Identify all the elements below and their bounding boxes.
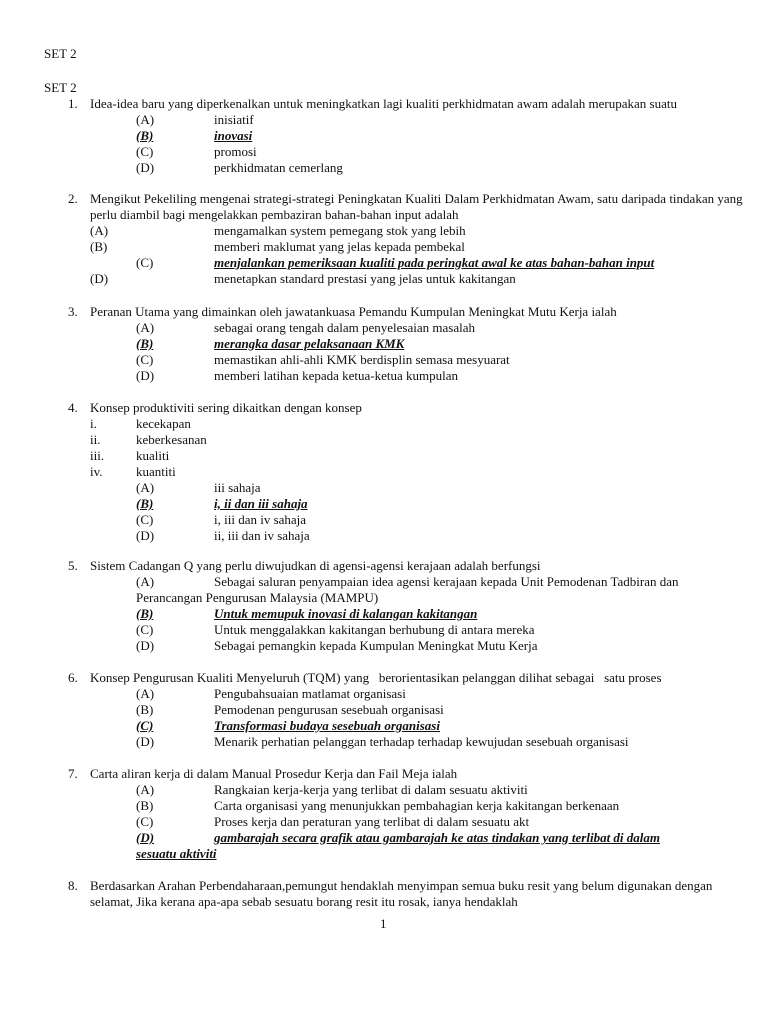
question-7 — [68, 766, 768, 862]
option-text: perkhidmatan cemerlang — [214, 160, 343, 175]
option-label: (D) — [136, 830, 155, 845]
option-label: (B) — [136, 336, 154, 351]
question-text: Mengikut Pekeliling mengenai strategi-strategi Peningkatan Kualiti Dalam Perkhidmatan Awam, satu daripada tindakan yang perlu diambil bagi mengelakkan pembaziran bahan-bahan input adalah — [90, 191, 746, 222]
option-label: (B) — [136, 702, 154, 717]
option-text: sebagai orang tengah dalam penyelesaian masalah — [214, 320, 475, 335]
option-text: Carta organisasi yang menunjukkan pembahagian kerja kakitangan berkenaan — [214, 798, 620, 813]
option-label: (D) — [136, 160, 155, 175]
option-d — [68, 638, 768, 654]
option-text: mengamalkan system pemegang stok yang lebih — [214, 223, 466, 238]
option-d-continuation — [68, 846, 768, 862]
option-text: ii, iii dan iv sahaja — [214, 528, 310, 543]
option-label: (D) — [136, 368, 155, 383]
question-text: Peranan Utama yang dimainkan oleh jawatankuasa Pemandu Kumpulan Meningkat Mutu Kerja ialah — [90, 304, 617, 319]
option-text: Transformasi budaya sesebuah organisasi — [214, 718, 440, 733]
option-a — [68, 782, 768, 798]
option-label: (D) — [90, 271, 109, 286]
question-text: Konsep produktiviti sering dikaitkan dengan konsep — [90, 400, 362, 415]
option-text: menetapkan standard prestasi yang jelas untuk kakitangan — [214, 271, 516, 286]
option-c — [68, 144, 768, 160]
option-text: inovasi — [214, 128, 253, 143]
question-number: 1. — [68, 96, 78, 111]
option-text: merangka dasar pelaksanaan KMK — [214, 336, 405, 351]
option-text: Pengubahsuaian matlamat organisasi — [214, 686, 406, 701]
option-text: Untuk menggalakkan kakitangan berhubung di antara mereka — [214, 622, 535, 637]
option-label: (C) — [136, 144, 154, 159]
option-label: (D) — [136, 638, 155, 653]
option-d — [68, 160, 768, 176]
option-c-answer — [68, 718, 768, 734]
question-number: 4. — [68, 400, 78, 415]
option-b-answer — [68, 336, 768, 352]
sub-item-text: keberkesanan — [136, 432, 207, 447]
option-b — [68, 702, 768, 718]
option-label: (C) — [136, 814, 154, 829]
option-text: memberi maklumat yang jelas kepada pembekal — [214, 239, 465, 254]
option-d — [68, 368, 768, 384]
question-text: Sistem Cadangan Q yang perlu diwujudkan di agensi-agensi kerajaan adalah berfungsi — [90, 558, 541, 573]
question-number: 6. — [68, 670, 78, 685]
option-label: (D) — [136, 734, 155, 749]
option-text: Sebagai saluran penyampaian idea agensi kerajaan kepada Unit Pemodenan Tadbiran dan — [214, 574, 679, 589]
sub-item-label: i. — [90, 416, 97, 431]
option-text: Menarik perhatian pelanggan terhadap terhadap kewujudan sesebuah organisasi — [214, 734, 629, 749]
sub-item-text: kuantiti — [136, 464, 176, 479]
option-b-answer — [68, 606, 768, 622]
question-number: 2. — [68, 191, 78, 206]
question-6 — [68, 670, 768, 750]
option-label: (C) — [136, 255, 154, 270]
option-text: inisiatif — [214, 112, 254, 127]
option-text: i, ii dan iii sahaja — [214, 496, 308, 511]
option-label: (C) — [136, 622, 154, 637]
option-label: (C) — [136, 352, 154, 367]
sub-item — [68, 416, 768, 432]
option-a — [68, 686, 768, 702]
option-label: (B) — [136, 606, 154, 621]
option-label: (B) — [136, 128, 154, 143]
question-3 — [68, 304, 768, 384]
option-c — [68, 512, 768, 528]
sub-item-label: iv. — [90, 464, 103, 479]
option-text: Pemodenan pengurusan sesebuah organisasi — [214, 702, 444, 717]
option-label: (A) — [136, 112, 155, 127]
option-b — [68, 239, 768, 255]
option-c — [68, 622, 768, 638]
option-label: (A) — [136, 686, 155, 701]
option-text: Rangkaian kerja-kerja yang terlibat di dalam sesuatu aktiviti — [214, 782, 528, 797]
option-label: (C) — [136, 718, 154, 733]
question-text: Idea-idea baru yang diperkenalkan untuk meningkatkan lagi kualiti perkhidmatan awam adalah merupakan suatu — [90, 96, 677, 111]
sub-item-text: kecekapan — [136, 416, 191, 431]
question-text: Berdasarkan Arahan Perbendaharaan,pemungut hendaklah menyimpan semua buku resit yang belum digunakan dengan selamat, Jika kerana apa-apa sebab sesuatu borang resit itu rosak, ianya hendaklah — [90, 878, 716, 909]
option-label: (C) — [136, 512, 154, 527]
option-text-continuation: sesuatu aktiviti — [136, 846, 217, 861]
option-d — [68, 528, 768, 544]
sub-item-label: ii. — [90, 432, 101, 447]
question-2 — [68, 191, 768, 287]
option-b-answer — [68, 128, 768, 144]
option-label: (A) — [136, 782, 155, 797]
option-c-answer — [68, 255, 768, 271]
option-label: (B) — [136, 798, 154, 813]
question-number: 3. — [68, 304, 78, 319]
option-c — [68, 352, 768, 368]
question-text: Carta aliran kerja di dalam Manual Prosedur Kerja dan Fail Meja ialah — [90, 766, 458, 781]
option-text: memastikan ahli-ahli KMK berdisplin semasa mesyuarat — [214, 352, 510, 367]
sub-item-label: iii. — [90, 448, 105, 463]
option-label: (B) — [90, 239, 108, 254]
option-label: (A) — [136, 574, 155, 589]
option-text: Untuk memupuk inovasi di kalangan kakitangan — [214, 606, 478, 621]
option-text: iii sahaja — [214, 480, 261, 495]
option-label: (D) — [136, 528, 155, 543]
option-a — [68, 223, 768, 239]
option-label: (A) — [136, 480, 155, 495]
option-label: (B) — [136, 496, 154, 511]
option-text: gambarajah secara grafik atau gambarajah ke atas tindakan yang terlibat di dalam — [214, 830, 661, 845]
set-heading: SET 2 — [44, 46, 77, 61]
option-text: menjalankan pemeriksaan kualiti pada peringkat awal ke atas bahan-bahan input — [214, 255, 655, 270]
sub-item-text: kualiti — [136, 448, 170, 463]
option-a — [68, 480, 768, 496]
option-label: (A) — [90, 223, 109, 238]
option-c — [68, 814, 768, 830]
question-4 — [68, 400, 768, 544]
option-b — [68, 798, 768, 814]
option-text: Proses kerja dan peraturan yang terlibat di dalam sesuatu akt — [214, 814, 530, 829]
option-a — [68, 574, 768, 590]
option-text-continuation: Perancangan Pengurusan Malaysia (MAMPU) — [136, 590, 379, 605]
question-1 — [68, 96, 768, 176]
question-number: 8. — [68, 878, 78, 893]
option-d — [68, 271, 768, 287]
page-number: 1 — [380, 916, 387, 931]
set-heading: SET 2 — [44, 80, 77, 95]
question-number: 7. — [68, 766, 78, 781]
option-label: (A) — [136, 320, 155, 335]
question-text: Konsep Pengurusan Kualiti Menyeluruh (TQM) yang berorientasikan pelanggan dilihat sebagai satu proses — [90, 670, 662, 685]
sub-item — [68, 448, 768, 464]
option-text: memberi latihan kepada ketua-ketua kumpulan — [214, 368, 459, 383]
question-5 — [68, 558, 768, 654]
sub-item — [68, 464, 768, 480]
option-d-answer — [68, 830, 768, 846]
option-d — [68, 734, 768, 750]
option-text: promosi — [214, 144, 257, 159]
option-b-answer — [68, 496, 768, 512]
option-a — [68, 320, 768, 336]
option-a — [68, 112, 768, 128]
option-text: i, iii dan iv sahaja — [214, 512, 307, 527]
question-number: 5. — [68, 558, 78, 573]
question-8 — [68, 878, 768, 910]
sub-item — [68, 432, 768, 448]
option-a-continuation — [68, 590, 768, 606]
option-text: Sebagai pemangkin kepada Kumpulan Meningkat Mutu Kerja — [214, 638, 538, 653]
